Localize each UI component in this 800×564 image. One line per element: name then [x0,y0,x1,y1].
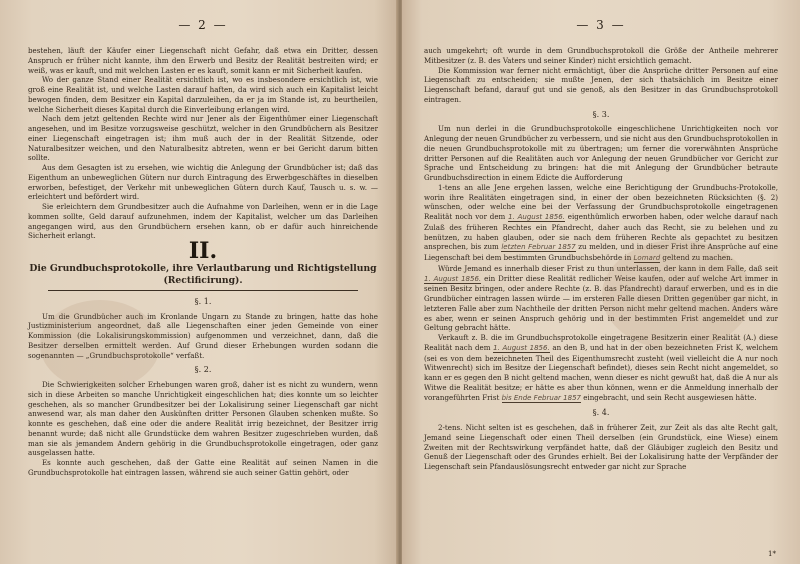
text-run: geltend zu machen. [662,253,733,262]
paragraph: Die Schwierigkeiten solcher Erhebungen waren groß, daher ist es nicht zu wundern, wenn sich in diese Arbeiten so manche Unrichtigkeit eingeschlichen hat; dies konnte um so leichter geschehen, als so mancher Grundbesitzer bei der Lokalisirung seiner Liegenschaft gar nicht anwesend war, als man daher den Auskünften dritter Personen Glauben schenken mußte. So konnte es geschehen, daß eine oder die andere Realität irrig bezeichnet, der Besitzer irrig benannt wurde; daß nicht alle Grundstücke dem wahren Besitzer zugeschrieben wurden, daß man sie als jemandem Andern gehörig in die Grundbuchsprotokolle eingetragen, oder ganz ausgelassen hatte. [28,380,378,458]
text-run: eigenthümlich erworben haben, oder welche darauf nach Zulaß des früheren Rechtes ein Pfandrecht, daher auch das Recht, sie zu belehen und zu benützen, zu haben glauben, oder sie nach dem früheren Rechte als gepachtet zu besitzen ansprechen, bis zum [424,212,778,252]
paragraph: bestehen, läuft der Käufer einer Liegenschaft nicht Gefahr, daß etwa ein Dritter, dessen Anspruch er früher nicht kannte, ihm den Erwerb und Besitz der Realität bestreiten wird; er weiß, was er kauft, und mit welchen Lasten er es kauft, somit kann er mit Sicherheit kaufen. [28,46,378,75]
text-run: 1-tens an alle Jene ergehen lassen, welche eine Berichtigung der Grundbuchs-Protokolle, worin ihre Realitäten eingetragen sind, in einer der oben bezeichneten Rücksichten (§. 2) wünschen, oder welche eine bei der Verfassung der Grundbuchsprotokolle eingetragenen Realität noch vor dem [424,182,778,221]
paragraph: auch umgekehrt; oft wurde in dem Grundbuchsprotokoll die Größe der Antheile mehrerer Mitbesitzer (z. B. des Vaters und seiner Kinder) nicht ersichtlich gemacht. [424,46,778,65]
text-run: eingebracht, und sein Recht ausgewiesen hätte. [583,392,757,402]
section-label: §. 2. [194,365,212,375]
text-run: ein Dritter diese Realität redlicher Weise kaufen, oder auf welche Art immer in seinen Besitz bringen, oder andere Rechte (z. B. das Pfandrecht) darauf erwerben, und es in die Grundbücher eintragen lassen würde — im ersteren Falle diesen Dritten gegenüber gar nicht, in letzteren Falle aber zum Nachtheile der dritten Person nicht mehr geltend machen. Anders wäre es aber, wenn er seinen Anspruch gehörig und in der bestimmten Frist angemeldet und zur Geltung gebracht hätte. [424,273,778,333]
divider [48,290,358,291]
text-run: zu melden, und in dieser Frist ihre Ansprüche auf eine Liegenschaft bei dem bestimmten Grundbuchsbehörde in [424,242,778,262]
handwritten-entry: Lomard [633,254,661,262]
section-title: Die Grundbuchsprotokolle, ihre Verlautbarung und Richtigstellung (Rectificirung). [29,262,377,286]
paragraph: Um nun derlei in die Grundbuchsprotokolle eingeschlichene Unrichtigkeiten noch vor Anlegung der neuen Grundbücher zu verbessern, und sie nicht aus den Grundbuchsprotokollen in die neuen Grundbuchsprotokolle mit zu übertragen; um ferner die vorerwähnten Ansprüche dritter Personen auf die Realitäten auch vor Anlegung der neuen Grundbücher vor Gericht zur Sprache und Entscheidung zu bringen: hat die mit Anlegung der Grundbücher betraute Grundbuchsdirection in einem Edicte die Aufforderung [424,124,778,182]
text-run: Verkauft z. B. die im Grundbuchsprotokolle eingetragene Besitzerin einer Realität (A.) diese Realität nach dem [424,333,778,352]
paragraph: Wo der ganze Stand einer Realität ersichtlich ist, wo es insbesondere ersichtlich ist, wie groß eine Realität ist, und welche Lasten darauf haften, da wird sich auch ein Kapitalist leicht bewogen finden, dem Besitzer ein Kapital darzuleihen, da er ja im Stande ist, zu beurtheilen, welche Sicherheit dieses Kapital durch die Einverleibung erlangen wird. [28,75,378,114]
paragraph: Nach dem jetzt geltenden Rechte wird nur Jener als der Eigenthümer einer Liegenschaft angesehen, und im Besitze vorzugsweise geschützt, welcher in den Grundbüchern als Besitzer einer Liegenschaft eingetragen ist; ihm muß auch der in der Realität Sitzende, oder Naturalbesitzer weichen, und den Naturalbesitz abtreten, wenn er bei Gericht darum bitten sollte. [28,114,378,163]
section-label: §. 3. [592,109,610,119]
handwritten-entry: 1. August 1856. [424,274,482,283]
signature-mark: 1* [768,550,776,558]
section-numeral: II. [188,238,218,264]
handwritten-entry: letzten Februar 1857 [501,243,576,252]
paragraph [424,333,778,403]
page-number: — 3 — [576,18,626,32]
paragraph: 2-tens. Nicht selten ist es geschehen, daß in früherer Zeit, zur Zeit als das alte Recht galt, Jemand seine Liegenschaft oder einen Theil derselben (ein Grundstück, eine Wiese) einem Zweiten mit der Rechtswirkung verpfändet hatte, daß der Gläubiger zugleich den Besitz und Genuß der Liegenschaft oder des Grundes erhielt. Bei der Lokalisirung hatte der Verpfänder der Liegenschaft sein Pfandauslösungsrecht entweder gar nicht zur Sprache [424,423,778,471]
handwritten-entry: bis Ende Februar 1857 [501,393,581,402]
text-run: Würde Jemand es innerhalb dieser Frist zu thun unterlassen, der kann in dem Falle, daß seit [438,263,778,273]
paragraph: Aus dem Gesagten ist zu ersehen, wie wichtig die Anlegung der Grundbücher ist; daß das Eigenthum an unbeweglichen Gütern nur durch Eintragung des Erwerbgeschäftes in dieselben erworben, befestiget, der Verkehr mit unbeweglichen Gütern durch Kauf, Tausch u. s. w. — erleichtert und befördert wird. [28,163,378,202]
handwritten-entry: 1. August 1856. [493,343,550,352]
paragraph: Um die Grundbücher auch im Kronlande Ungarn zu Stande zu bringen, hatte das hohe Justizministerium angeordnet, daß alle Liegenschaften einer jeden Gemeinde von einer Kommission (die Lokalisirungskommission) aufgenommen und verzeichnet, dann, daß die Besitzer derselben ermittelt werden. Auf Grund dieser Erhebungen wurden sodann die sogenannten — „Grundbuchsprotokolle“ verfaßt. [28,311,378,360]
right-page [402,0,800,564]
handwritten-entry: 1. August 1856. [508,213,565,221]
paragraph: Sie erleichtern dem Grundbesitzer auch die Aufnahme von Darleihen, wenn er in die Lage kommen sollte, Geld darauf aufzunehmen, indem der Kapitalist, welcher um das Darleihen angegangen wird, aus den Grundbüchern ersehen kann, ob er dafür auch hinreichende Sicherheit erlangt. [28,202,378,241]
paragraph: Die Kommission war ferner nicht ermächtigt, über die Ansprüche dritter Personen auf eine Liegenschaft zu entscheiden; sie mußte Jenen, der sich thatsächlich im Besitze einer Liegenschaft befand, darauf gut und sie genoß, als den Besitzer in das Grundbuchsprotokoll eintragen. [424,65,778,104]
left-body [28,46,378,478]
paragraph [424,183,778,264]
text-run: an den B, und hat in der oben bezeichneten Frist K, welchem (sei es von dem bezeichneten Theil des Eigenthumsrecht zusteht (weil vielleicht die A nur noch Witwenrecht) sich im Besitze der Liegenschaft befindet), dieses sein Recht nicht angemeldet, so kann er es gegen den B nicht geltend machen, wenn dieser es nicht gewußt hat, daß die A nur als Witwe die Realität besitze; er hätte es aber thun können, wenn er die Anmeldung innerhalb der vorangeführten Frist [424,342,778,402]
section-label: §. 4. [592,408,610,418]
paragraph: Es konnte auch geschehen, daß der Gatte eine Realität auf seinen Namen in die Grundbuchsprotokolle hat eintragen lassen, während sie auch seiner Gattin gehört, oder [28,458,378,477]
section-label: §. 1. [194,296,212,306]
left-page [0,0,398,564]
page-number: — 2 — [178,18,228,32]
